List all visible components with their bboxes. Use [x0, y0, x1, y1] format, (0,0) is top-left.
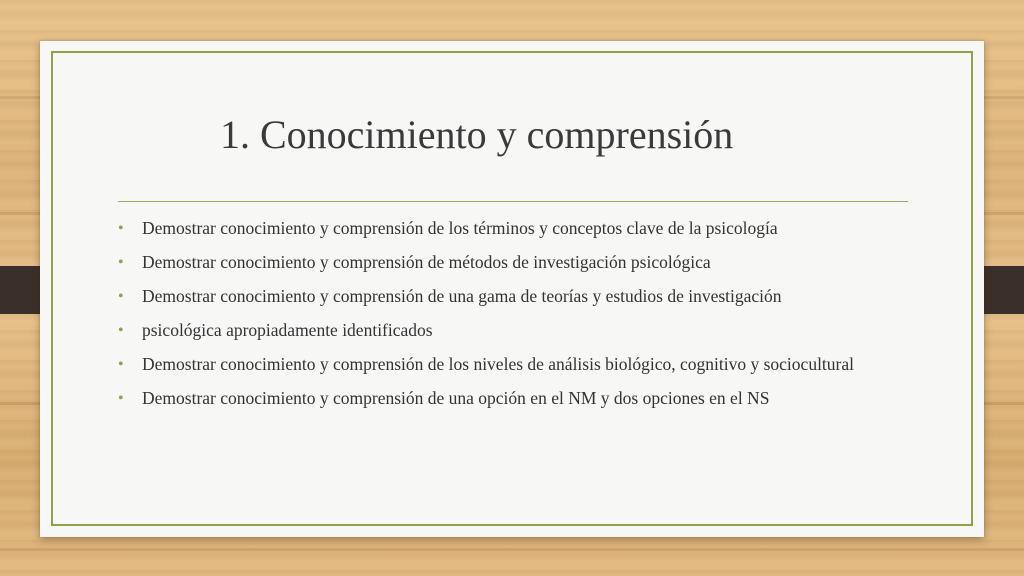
bullet-text: Demostrar conocimiento y comprensión de una opción en el NM y dos opciones en el NS: [142, 388, 770, 408]
title-underline: [118, 201, 908, 202]
bullet-icon: •: [118, 322, 124, 339]
bullet-item: [116, 285, 896, 308]
bullet-icon: •: [118, 220, 124, 237]
bullet-item: [116, 217, 896, 240]
wood-grain: [0, 548, 1024, 551]
bullet-item: [116, 353, 896, 376]
bullet-text: Demostrar conocimiento y comprensión de una gama de teorías y estudios de investigación: [142, 286, 782, 306]
bullet-item: [116, 251, 896, 274]
bullet-item: [116, 387, 896, 410]
bullet-item: [116, 319, 896, 342]
bullet-icon: •: [118, 356, 124, 373]
bullet-list: [116, 217, 896, 421]
bullet-icon: •: [118, 254, 124, 271]
bullet-icon: •: [118, 390, 124, 407]
bullet-text: psicológica apropiadamente identificados: [142, 320, 433, 340]
slide-paper: [40, 41, 984, 537]
bullet-text: Demostrar conocimiento y comprensión de los niveles de análisis biológico, cognitivo y sociocultural: [142, 354, 854, 374]
slide-title: 1. Conocimiento y comprensión: [220, 112, 734, 157]
bullet-text: Demostrar conocimiento y comprensión de los términos y conceptos clave de la psicología: [142, 218, 778, 238]
bullet-text: Demostrar conocimiento y comprensión de métodos de investigación psicológica: [142, 252, 711, 272]
bullet-icon: •: [118, 288, 124, 305]
